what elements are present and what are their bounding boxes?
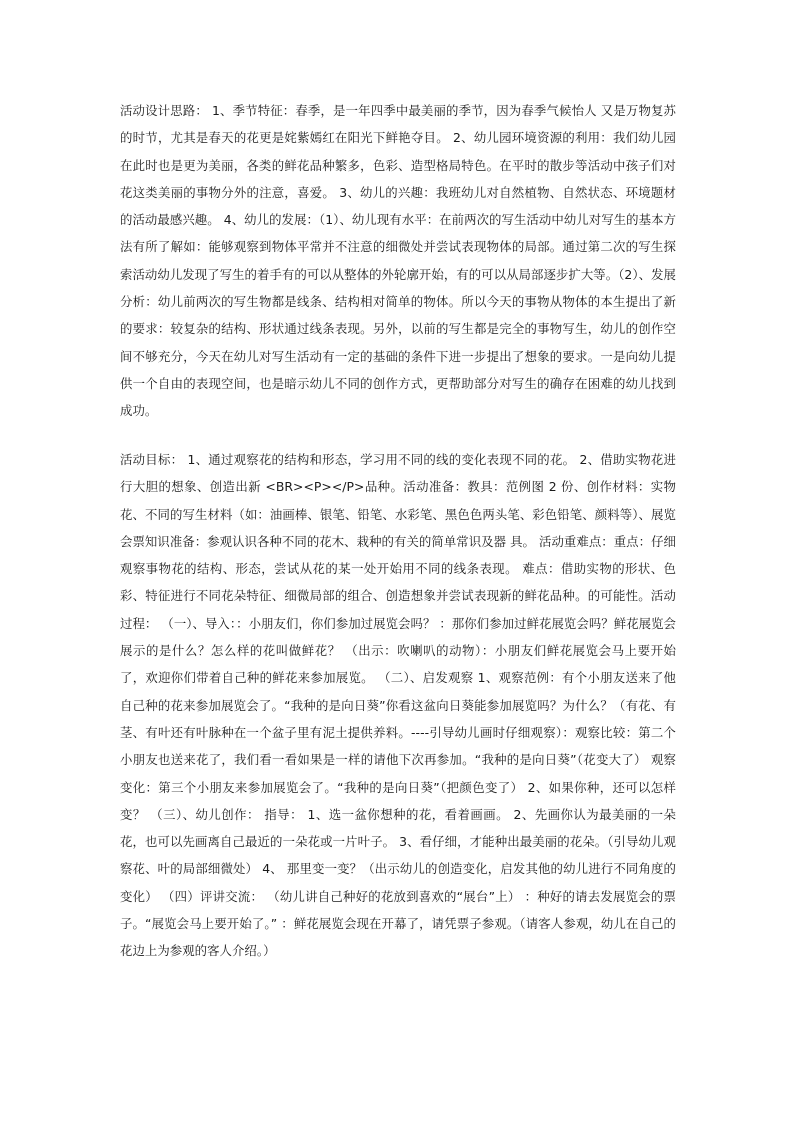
- paragraph-activity-goals: 活动目标： 1、通过观察花的结构和形态，学习用不同的线的变化表现不同的花。 2、借助实物花进行大胆的想象、创造出新 <BR><P></P>品种。活动准备：教具：范例图 2 份、创作材料：实物花、不同的写生材料（如：油画棒、银笔、铅笔、水彩笔、黑色色两头笔、彩色铅笔、颜料等）、展览会票知识准备：参观认识各种不同的花木、栽种的有关的简单常识及器 具。 活动重难点：重点：仔细观察事物花的结构、形态，尝试从花的某一处开始用不同的线条表现。 难点：借助实物的形状、色彩、特征进行不同花朵特征、细微局部的组合、创造想象并尝试表现新的鲜花品种。的可能性。活动过程： （一）、导入：：小朋友们，你们参加过展览会吗？ ：那你们参加过鲜花展览会吗？鲜花展览会展示的是什么？怎么样的花叫做鲜花？ （出示：吹喇叭的动物）：小朋友们鲜花展览会马上要开始了，欢迎你们带着自己种的鲜花来参加展览。 （二）、启发观察 1、观察范例：有个小朋友送来了他自己种的花来参加展览会了。“我种的是向日葵”你看这盆向日葵能参加展览吗？为什么？（有花、有茎、有叶还有叶脉种在一个盆子里有泥土提供养料。----引导幼儿画时仔细观察）：观察比较：第二个小朋友也送来花了，我们看一看如果是一样的请他下次再参加。“我种的是向日葵”（花变大了） 观察变化：第三个小朋友来参加展览会了。“我种的是向日葵”（把颜色变了） 2、如果你种，还可以怎样变？ （三）、幼儿创作： 指导： 1、选一盆你想种的花，看着画画。 2、先画你认为最美丽的一朵花，也可以先画离自己最近的一朵花或一片叶子。 3、看仔细，才能种出最美丽的花朵。（引导幼儿观察花、叶的局部细微处） 4、 那里变一变？（出示幼儿的创造变化，启发其他的幼儿进行不同角度的变化） （四）评讲交流： （幼儿讲自己种好的花放到喜欢的“展台”上） ：种好的请去发展览会的票子。“展览会马上要开始了。” ：鲜花展览会现在开幕了，请凭票子参观。（请客人参观，幼儿在自己的花边上为参观的客人介绍。）: [120, 452, 676, 959]
- paragraph-design-rationale: 活动设计思路： 1、季节特征：春季，是一年四季中最美丽的季节，因为春季气候怡人 又是万物复苏的时节，尤其是春天的花更是姹紫嫣红在阳光下鲜艳夺目。 2、幼儿园环境资源的利用：我们幼儿园在此时也是更为美丽，各类的鲜花品种繁多，色彩、造型格局特色。在平时的散步等活动中孩子们对花这类美丽的事物分外的注意，喜爱。 3、幼儿的兴趣：我班幼儿对自然植物、自然状态、环境题材的活动最感兴趣。 4、幼儿的发展：（1）、幼儿现有水平：在前两次的写生活动中幼儿对写生的基本方法有所了解如：能够观察到物体平常并不注意的细微处并尝试表现物体的局部。通过第二次的写生探索活动幼儿发现了写生的着手有的可以从整体的外轮廓开始，有的可以从局部逐步扩大等。（2）、发展分析：幼儿前两次的写生物都是线条、结构相对简单的物体。所以今天的事物从物体的本生提出了新的要求：较复杂的结构、形状通过线条表现。另外，以前的写生都是完全的事物写生，幼儿的创作空间不够充分，今天在幼儿对写生活动有一定的基础的条件下进一步提出了想象的要求。一是向幼儿提供一个自由的表现空间，也是暗示幼儿不同的创作方式，更帮助部分对写生的确存在困难的幼儿找到成功。: [120, 103, 676, 419]
